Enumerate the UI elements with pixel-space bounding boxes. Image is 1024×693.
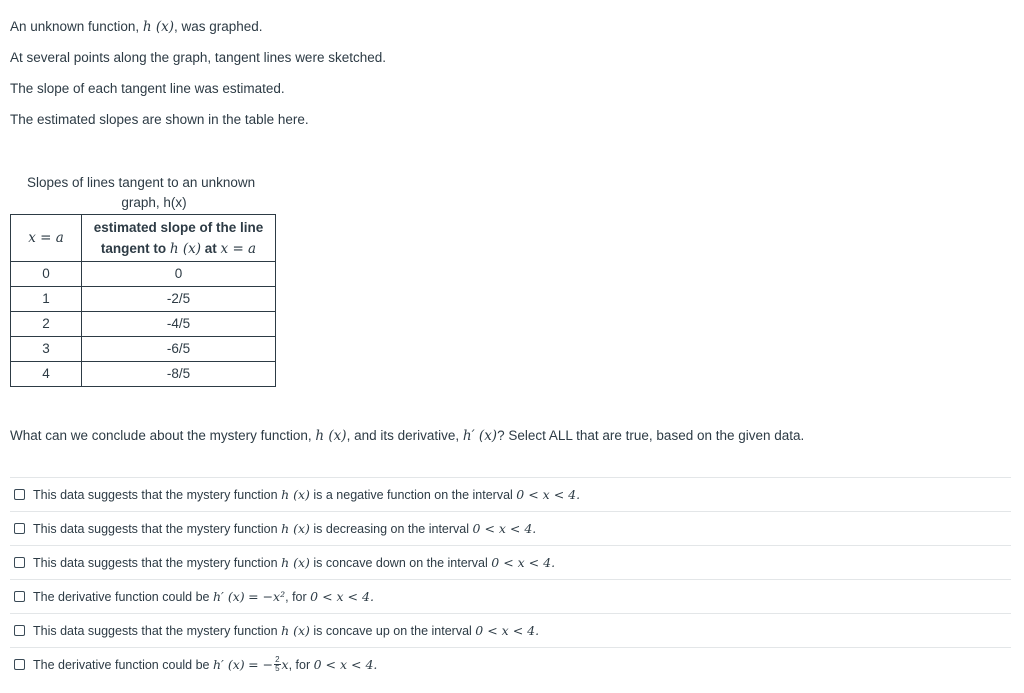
checkbox[interactable]: [14, 659, 25, 670]
question-prompt: What can we conclude about the mystery function, h (x), and its derivative, h′ (x)? Select ALL that are true, based on the given data.: [10, 428, 805, 444]
answer-options: [10, 477, 1011, 681]
table-row: [11, 362, 276, 387]
cell-a: 4: [11, 362, 82, 387]
option-concave-up[interactable]: This data suggests that the mystery function h (x) is concave up on the interval 0 < x < 4.: [10, 613, 1011, 647]
cell-a: 3: [11, 337, 82, 362]
cell-a: 0: [11, 262, 82, 287]
table-header-row: [11, 215, 276, 262]
header-estimated-slope: estimated slope of the line tangent to h (x) at x = a: [82, 215, 276, 262]
cell-slope: 0: [82, 262, 276, 287]
option-decreasing[interactable]: This data suggests that the mystery function h (x) is decreasing on the interval 0 < x < 4.: [10, 511, 1011, 545]
cell-slope: -8/5: [82, 362, 276, 387]
slopes-table-block: [10, 173, 276, 387]
table-row: [11, 262, 276, 287]
checkbox[interactable]: [14, 625, 25, 636]
cell-slope: -6/5: [82, 337, 276, 362]
slopes-table: [10, 214, 276, 387]
math-h-of-x: h (x): [142, 19, 174, 35]
checkbox[interactable]: [14, 523, 25, 534]
cell-a: 1: [11, 287, 82, 312]
intro-text: [10, 17, 386, 141]
cell-slope: -4/5: [82, 312, 276, 337]
table-row: [11, 287, 276, 312]
option-derivative-linear[interactable]: The derivative function could be h′ (x) = − $\frac{2}{5}$ x , for 0 < x < 4.: [10, 647, 1011, 681]
checkbox[interactable]: [14, 557, 25, 568]
intro-line-4: The estimated slopes are shown in the table here.: [10, 112, 309, 127]
option-concave-down[interactable]: This data suggests that the mystery function h (x) is concave down on the interval 0 < x < 4.: [10, 545, 1011, 579]
cell-slope: -2/5: [82, 287, 276, 312]
table-row: [11, 312, 276, 337]
fraction-two-fifths: $\frac{2}{5}$: [275, 655, 280, 673]
intro-line-2: At several points along the graph, tangent lines were sketched.: [10, 50, 386, 65]
cell-a: 2: [11, 312, 82, 337]
option-negative-function[interactable]: This data suggests that the mystery function h (x) is a negative function on the interval 0 < x < 4.: [10, 477, 1011, 511]
header-x-equals-a: x = a: [11, 215, 82, 262]
intro-line-3: The slope of each tangent line was estimated.: [10, 81, 285, 96]
intro-line-1: An unknown function, h (x), was graphed.: [10, 19, 263, 35]
option-derivative-neg-x-squared[interactable]: The derivative function could be h′ (x) = −x² , for 0 < x < 4.: [10, 579, 1011, 613]
checkbox[interactable]: [14, 591, 25, 602]
checkbox[interactable]: [14, 489, 25, 500]
table-row: [11, 337, 276, 362]
table-caption: Slopes of lines tangent to an unknown graph, h(x): [27, 175, 256, 210]
